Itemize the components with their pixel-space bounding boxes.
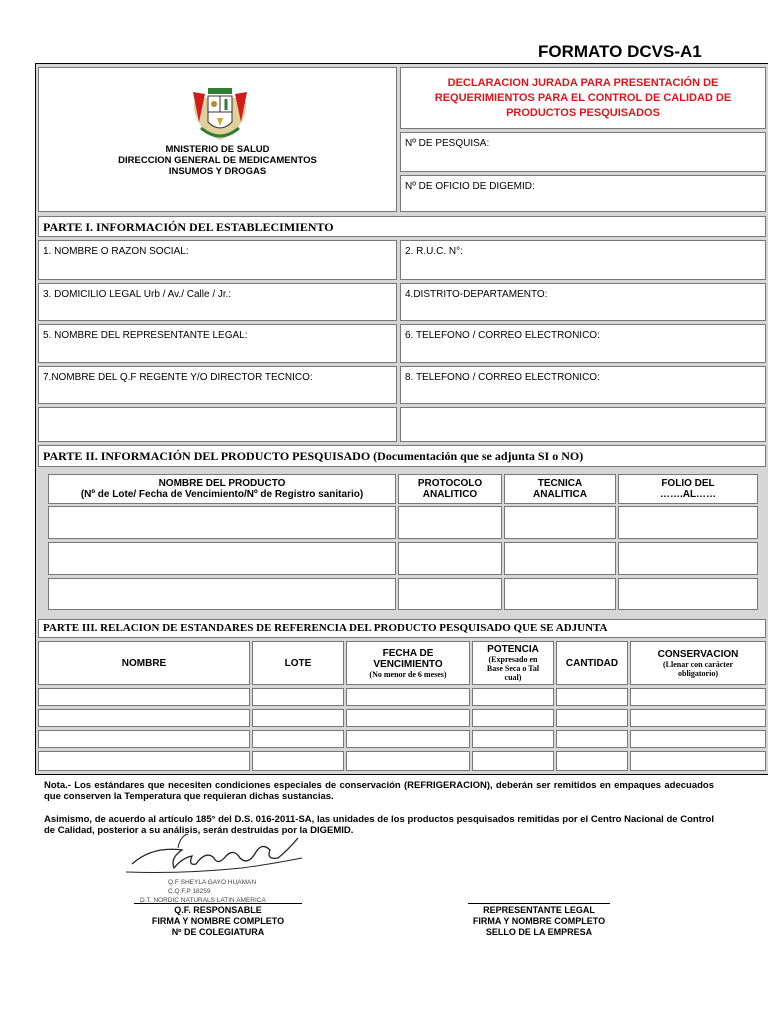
part2-title-text: PARTE II. INFORMACIÓN DEL PRODUCTO PESQUISADO xyxy=(43,449,371,463)
standard-row-3-name[interactable] xyxy=(38,730,250,748)
protocol-header xyxy=(398,474,502,504)
technique-header-line2: ANALITICA xyxy=(533,489,587,500)
stamp-company: D.T. NORDIC NATURALS LATIN AMERICA xyxy=(140,897,266,904)
left-sig-name: FIRMA Y NOMBRE COMPLETO xyxy=(151,916,285,926)
product-row-3-folio[interactable] xyxy=(618,578,758,610)
handwritten-signature xyxy=(122,828,312,878)
format-code: FORMATO DCVS-A1 xyxy=(538,42,702,61)
lot-header-text: LOTE xyxy=(284,657,312,669)
district-label: 4.DISTRITO-DEPARTAMENTO: xyxy=(405,289,548,300)
standard-row-2-name[interactable] xyxy=(38,709,250,727)
pharmacist-stamp xyxy=(140,878,300,905)
stamp-name: Q.F SHEYLA GAYO HUAMAN xyxy=(168,879,257,886)
standard-row-3-quantity[interactable] xyxy=(556,730,628,748)
stamp-registration: C.Q.F.P 18259 xyxy=(168,888,211,895)
protocol-header-line1: PROTOCOLO xyxy=(417,478,483,489)
folio-header-line2: …….AL…… xyxy=(659,489,717,500)
legal-rep-label: 5. NOMBRE DEL REPRESENTANTE LEGAL: xyxy=(43,330,248,341)
standard-row-1-quantity[interactable] xyxy=(556,688,628,706)
right-sig-role: REPRESENTANTE LEGAL xyxy=(483,905,595,915)
left-sig-college: Nº DE COLEGIATURA xyxy=(171,927,265,937)
ministry-name: MNISTERIO DE SALUD xyxy=(165,144,270,155)
product-row-2-protocol[interactable] xyxy=(398,542,502,575)
standard-row-2-quantity[interactable] xyxy=(556,709,628,727)
standard-row-1-expiry[interactable] xyxy=(346,688,470,706)
standard-row-3-expiry[interactable] xyxy=(346,730,470,748)
potency-header xyxy=(472,641,554,685)
business-name-field[interactable] xyxy=(38,240,397,280)
part2-title xyxy=(38,445,766,467)
peru-coat-of-arms-icon xyxy=(191,82,249,144)
standard-row-3-conservation[interactable] xyxy=(630,730,766,748)
blank-field-left[interactable] xyxy=(38,407,397,442)
phone-email-field-2[interactable] xyxy=(400,366,766,404)
legal-rep-field[interactable] xyxy=(38,324,397,363)
standard-row-3-potency[interactable] xyxy=(472,730,554,748)
pesquisa-number-label: Nº DE PESQUISA: xyxy=(405,138,490,149)
product-name-header-line1: NOMBRE DEL PRODUCTO xyxy=(158,478,286,489)
expiry-header xyxy=(346,641,470,685)
standard-row-3-lot[interactable] xyxy=(252,730,344,748)
left-signature-line xyxy=(134,903,302,904)
potency-header-text: POTENCIA xyxy=(487,644,539,655)
product-row-2-folio[interactable] xyxy=(618,542,758,575)
potency-header-note2: Base Seca o Tal xyxy=(486,664,540,673)
phone-email-label-2: 8. TELEFONO / CORREO ELECTRONICO: xyxy=(405,372,600,383)
conservation-header-note1: (Llenar con carácter xyxy=(662,659,734,669)
product-row-1-folio[interactable] xyxy=(618,506,758,539)
destruction-note: Asimismo, de acuerdo al artículo 185° del D.S. 016-2011-SA, las unidades de los productos pesquisados remitidas por el Centro Nacional de Control de Calidad, posterior a su análisis, serán destruidas por la DIGEMID. xyxy=(44,814,714,836)
product-row-1-technique[interactable] xyxy=(504,506,616,539)
product-row-3-name[interactable] xyxy=(48,578,396,610)
part2-title-note: (Documentación que se adjunta SI o NO) xyxy=(373,449,584,463)
right-signature-caption xyxy=(440,905,638,938)
product-row-1-name[interactable] xyxy=(48,506,396,539)
standard-name-header-text: NOMBRE xyxy=(121,657,167,669)
directorate-name-cont: INSUMOS Y DROGAS xyxy=(168,166,267,177)
standard-row-4-quantity[interactable] xyxy=(556,751,628,771)
part3-title: PARTE III. RELACION DE ESTANDARES DE REFERENCIA DEL PRODUCTO PESQUISADO QUE SE ADJUNTA xyxy=(38,619,766,638)
conservation-note: Nota.- Los estándares que necesiten condiciones especiales de conservación (REFRIGERACION), deberán ser remitidos en empaques adecuados que conserven la Temperatura que requieran dichas sustancias. xyxy=(44,780,714,802)
standard-row-4-name[interactable] xyxy=(38,751,250,771)
folio-header xyxy=(618,474,758,504)
standard-row-1-conservation[interactable] xyxy=(630,688,766,706)
business-name-label: 1. NOMBRE O RAZON SOCIAL: xyxy=(43,246,189,257)
right-sig-seal: SELLO DE LA EMPRESA xyxy=(485,927,593,937)
product-row-2-name[interactable] xyxy=(48,542,396,575)
ministry-block xyxy=(38,67,397,212)
conservation-header xyxy=(630,641,766,685)
protocol-header-line2: ANALITICO xyxy=(422,489,478,500)
directorate-name: DIRECCION GENERAL DE MEDICAMENTOS xyxy=(118,155,317,166)
standard-row-4-lot[interactable] xyxy=(252,751,344,771)
product-row-3-protocol[interactable] xyxy=(398,578,502,610)
product-name-header xyxy=(48,474,396,504)
legal-address-label: 3. DOMICILIO LEGAL Urb / Av./ Calle / Jr.: xyxy=(43,289,232,300)
regent-name-field[interactable] xyxy=(38,366,397,404)
standard-row-1-lot[interactable] xyxy=(252,688,344,706)
standard-row-2-potency[interactable] xyxy=(472,709,554,727)
product-name-header-line2: (Nº de Lote/ Fecha de Vencimiento/Nº de Registro sanitario) xyxy=(80,489,364,500)
expiry-header-note: (No menor de 6 meses) xyxy=(369,669,447,679)
declaration-title: DECLARACION JURADA PARA PRESENTACIÓN DE REQUERIMIENTOS PARA EL CONTROL DE CALIDAD DE PRODUCTOS PESQUISADOS xyxy=(434,76,732,119)
potency-header-note1: (Expresado en xyxy=(488,655,538,664)
regent-name-label: 7.NOMBRE DEL Q.F REGENTE Y/O DIRECTOR TECNICO: xyxy=(43,372,313,383)
technique-header xyxy=(504,474,616,504)
pesquisa-number-field[interactable] xyxy=(400,132,766,172)
technique-header-line1: TECNICA xyxy=(537,478,583,489)
conservation-header-text: CONSERVACION xyxy=(657,648,739,660)
expiry-header-line2: VENCIMIENTO xyxy=(373,658,443,670)
part1-title: PARTE I. INFORMACIÓN DEL ESTABLECIMIENTO xyxy=(38,216,766,237)
standard-row-2-expiry[interactable] xyxy=(346,709,470,727)
ruc-field[interactable] xyxy=(400,240,766,280)
quantity-header-text: CANTIDAD xyxy=(565,657,619,669)
standard-row-1-name[interactable] xyxy=(38,688,250,706)
standard-name-header xyxy=(38,641,250,685)
standard-row-1-potency[interactable] xyxy=(472,688,554,706)
right-sig-name: FIRMA Y NOMBRE COMPLETO xyxy=(472,916,606,926)
oficio-number-field[interactable] xyxy=(400,175,766,212)
left-sig-role: Q.F. RESPONSABLE xyxy=(174,905,262,915)
product-row-1-protocol[interactable] xyxy=(398,506,502,539)
legal-address-field[interactable] xyxy=(38,283,397,321)
conservation-header-note2: obligatorio) xyxy=(678,668,718,678)
phone-email-field-1[interactable] xyxy=(400,324,766,363)
phone-email-label-1: 6. TELEFONO / CORREO ELECTRONICO: xyxy=(405,330,600,341)
standard-row-4-potency[interactable] xyxy=(472,751,554,771)
standard-row-4-conservation[interactable] xyxy=(630,751,766,771)
declaration-title-box xyxy=(400,67,766,129)
standard-row-4-expiry[interactable] xyxy=(346,751,470,771)
expiry-header-line1: FECHA DE xyxy=(382,647,434,659)
quantity-header xyxy=(556,641,628,685)
product-row-2-technique[interactable] xyxy=(504,542,616,575)
left-signature-caption xyxy=(130,905,306,938)
lot-header xyxy=(252,641,344,685)
blank-field-right[interactable] xyxy=(400,407,766,442)
standard-row-2-conservation[interactable] xyxy=(630,709,766,727)
standard-row-2-lot[interactable] xyxy=(252,709,344,727)
district-field[interactable] xyxy=(400,283,766,321)
right-signature-line xyxy=(468,903,610,904)
product-row-3-technique[interactable] xyxy=(504,578,616,610)
folio-header-line1: FOLIO DEL xyxy=(661,478,715,489)
oficio-number-label: Nº DE OFICIO DE DIGEMID: xyxy=(405,181,535,192)
potency-header-note3: cual) xyxy=(504,673,522,682)
ruc-label: 2. R.U.C. N°: xyxy=(405,246,463,257)
